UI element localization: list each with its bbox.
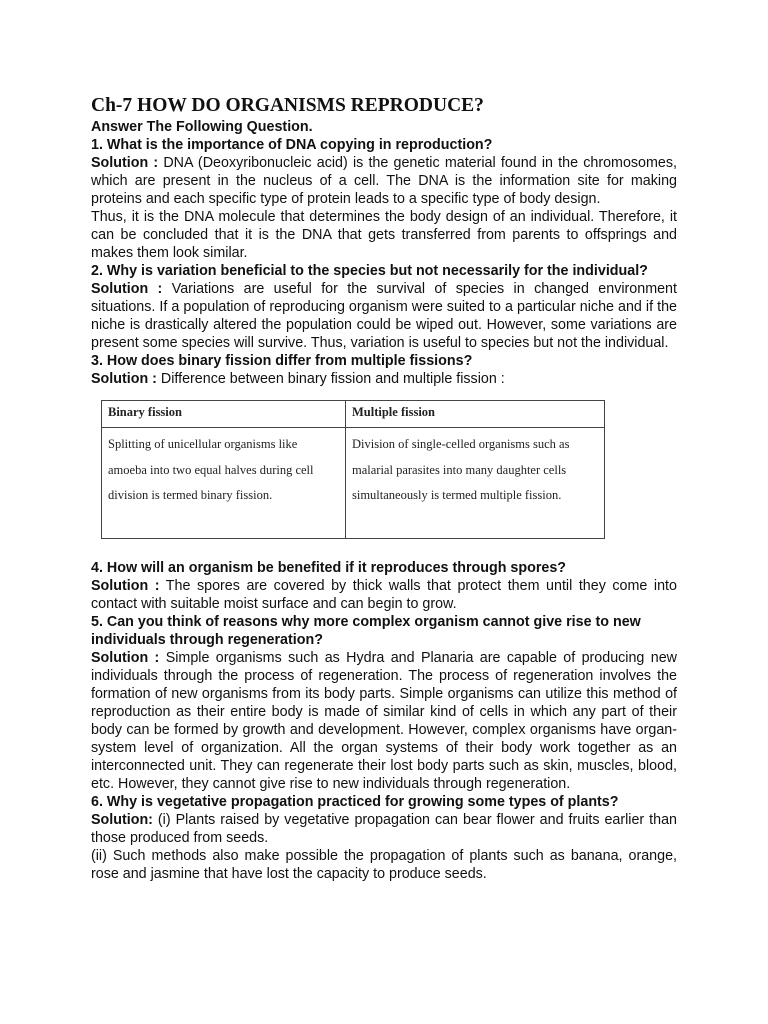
table-row bbox=[102, 428, 605, 539]
answer-text: Variations are useful for the survival of species in changed environment situations. If a population of reproducing organism were suited to a particular niche and if the niche is drastically altered the population could be wiped out. However, some variations are present some species will survive. Thus, variation is useful to species but not the individual. bbox=[91, 281, 677, 351]
answer-4-para-1 bbox=[91, 577, 677, 613]
cell-multiple: Division of single-celled organisms such as malarial parasites into many daughter cells simultaneously is termed multiple fission. bbox=[346, 428, 605, 539]
table-header-row bbox=[102, 401, 605, 428]
cell-binary: Splitting of unicellular organisms like amoeba into two equal halves during cell division is termed binary fission. bbox=[102, 428, 346, 539]
question-2: 2. Why is variation beneficial to the species but not necessarily for the individual? bbox=[91, 263, 648, 279]
solution-label: Solution: bbox=[91, 812, 153, 828]
solution-label: Solution : bbox=[91, 281, 163, 297]
question-4: 4. How will an organism be benefited if it reproduces through spores? bbox=[91, 560, 567, 576]
answer-text: (i) Plants raised by vegetative propagation can bear flower and fruits earlier than those produced from seeds. bbox=[91, 812, 677, 846]
subtitle: Answer The Following Question. bbox=[91, 119, 313, 135]
solution-label: Solution : bbox=[91, 578, 160, 594]
col-header-multiple: Multiple fission bbox=[346, 401, 605, 428]
answer-text: Difference between binary fission and multiple fission : bbox=[156, 371, 505, 387]
document-page bbox=[91, 94, 677, 883]
fission-comparison-table-wrap bbox=[101, 400, 605, 539]
question-1: 1. What is the importance of DNA copying in reproduction? bbox=[91, 137, 493, 153]
page-title: Ch-7 HOW DO ORGANISMS REPRODUCE? bbox=[91, 95, 484, 116]
answer-6-para-1 bbox=[91, 811, 677, 847]
question-3: 3. How does binary fission differ from multiple fissions? bbox=[91, 353, 473, 369]
question-6: 6. Why is vegetative propagation practiced for growing some types of plants? bbox=[91, 794, 619, 810]
solution-label: Solution : bbox=[91, 650, 160, 666]
answer-6-para-2: (ii) Such methods also make possible the propagation of plants such as banana, orange, rose and jasmine that have lost the capacity to produce seeds. bbox=[91, 848, 677, 882]
col-header-binary: Binary fission bbox=[102, 401, 346, 428]
answer-text: The spores are covered by thick walls that protect them until they come into contact with suitable moist surface and can begin to grow. bbox=[91, 578, 677, 612]
answer-1-para-2: Thus, it is the DNA molecule that determines the body design of an individual. Therefore, it can be concluded that it is the DNA that gets transferred from parents to offsprings and makes them look similar. bbox=[91, 209, 677, 261]
fission-comparison-table bbox=[101, 400, 605, 539]
answer-5-para-1 bbox=[91, 649, 677, 793]
answer-2-para-1 bbox=[91, 280, 677, 352]
solution-label: Solution : bbox=[91, 371, 157, 387]
answer-3-para-1 bbox=[91, 370, 677, 388]
answer-text: Simple organisms such as Hydra and Planaria are capable of producing new individuals through the process of regeneration. The process of regeneration involves the formation of new organisms from its body parts. Simple organisms can utilize this method of reproduction as their entire body is made of similar kind of cells in which any part of their body can be formed by growth and development. However, complex organisms have organ-system level of organization. All the organ systems of their body work together as an interconnected unit. They can regenerate their lost body parts such as skin, muscles, blood, etc. However, they cannot give rise to new individuals through regeneration. bbox=[91, 650, 677, 792]
answer-1-para-1 bbox=[91, 154, 677, 208]
answer-text: DNA (Deoxyribonucleic acid) is the genetic material found in the chromosomes, which are present in the nucleus of a cell. The DNA is the information site for making proteins and each specific type of protein leads to a specific type of body design. bbox=[91, 155, 677, 207]
question-5: 5. Can you think of reasons why more complex organism cannot give rise to new individuals through regeneration? bbox=[91, 614, 641, 648]
solution-label: Solution : bbox=[91, 155, 159, 171]
